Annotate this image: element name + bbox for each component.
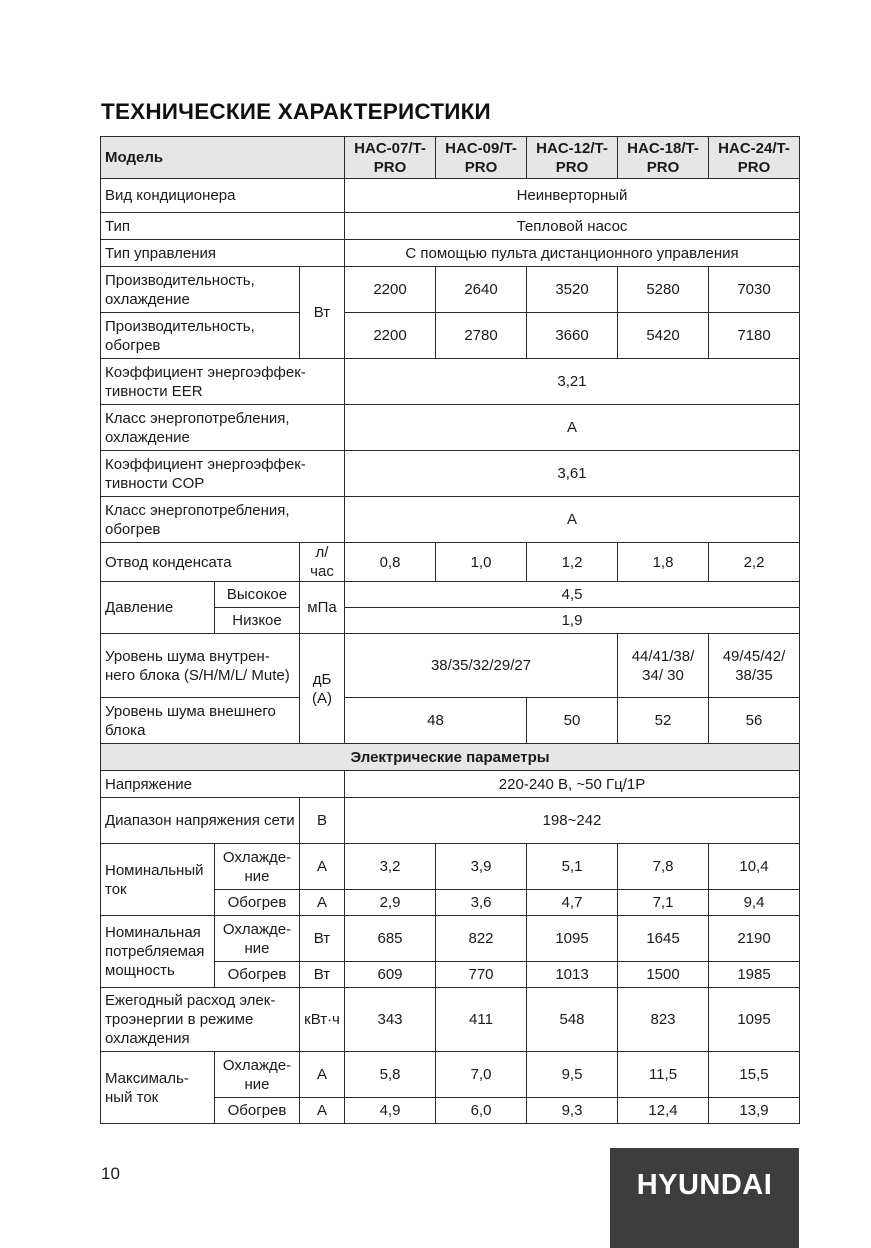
model-label: Модель [101,137,345,179]
value-cell: 1500 [618,962,709,988]
row-label: Производительность, охлаждение [101,267,300,313]
value-cell: 7,1 [618,890,709,916]
value-cell: 5,1 [527,844,618,890]
header-row [101,137,800,179]
value-cell: 56 [709,698,800,744]
unit-cell: В [300,798,345,844]
row-label: Класс энергопотребления, обогрев [101,497,345,543]
table-row [101,359,800,405]
value-cell: 822 [436,916,527,962]
value-cell: 3660 [527,313,618,359]
table-row [101,543,800,582]
value-cell: 2200 [345,313,436,359]
row-label: Напряжение [101,771,345,798]
table-row [101,798,800,844]
unit-cell: Вт [300,962,345,988]
row-label: Номинальный ток [101,844,215,916]
value-cell: 1,2 [527,543,618,582]
table-row [101,698,800,744]
table-row [101,213,800,240]
value-cell: 5,8 [345,1052,436,1098]
row-value: 220-240 В, ~50 Гц/1Р [345,771,800,798]
value-cell: 9,3 [527,1098,618,1124]
page-number: 10 [101,1164,120,1183]
value-cell: 13,9 [709,1098,800,1124]
table-row [101,988,800,1052]
row-value: 1,9 [345,608,800,634]
table-row [101,267,800,313]
value-cell: 10,4 [709,844,800,890]
value-cell: 2190 [709,916,800,962]
table-row [101,771,800,798]
row-value: Тепловой насос [345,213,800,240]
value-cell: 7180 [709,313,800,359]
value-cell: 1095 [709,988,800,1052]
value-cell: 1985 [709,962,800,988]
value-cell: 2640 [436,267,527,313]
row-label: Уровень шума внешнего блока [101,698,300,744]
unit-cell: А [300,1052,345,1098]
table-row [101,405,800,451]
table-row [101,497,800,543]
value-cell: 11,5 [618,1052,709,1098]
value-cell: 3,6 [436,890,527,916]
value-cell: 52 [618,698,709,744]
value-cell: 2,9 [345,890,436,916]
row-label: Класс энергопотребления, охлаждение [101,405,345,451]
value-cell: 7030 [709,267,800,313]
row-label: Производительность, обогрев [101,313,300,359]
value-cell: 3,2 [345,844,436,890]
row-value: Неинверторный [345,179,800,213]
value-cell: 4,7 [527,890,618,916]
value-cell: 5280 [618,267,709,313]
table-row [101,240,800,267]
page-title: ТЕХНИЧЕСКИЕ ХАРАКТЕРИСТИКИ [101,99,491,124]
value-cell: 2780 [436,313,527,359]
value-cell: 548 [527,988,618,1052]
model-09: HAC-09/T-PRO [436,137,527,179]
sub-label: Обогрев [215,890,300,916]
model-12: HAC-12/T-PRO [527,137,618,179]
row-label: Диапазон напряжения сети [101,798,300,844]
table-row [101,582,800,608]
row-label: Тип [101,213,345,240]
table-row [101,179,800,213]
value-cell: 411 [436,988,527,1052]
section-title: Электрические параметры [101,744,800,771]
sub-label: Обогрев [215,962,300,988]
value-cell: 1,8 [618,543,709,582]
row-value: A [345,405,800,451]
value-cell: 1,0 [436,543,527,582]
row-value: 198~242 [345,798,800,844]
value-cell: 3,9 [436,844,527,890]
value-cell: 4,9 [345,1098,436,1124]
value-cell: 9,5 [527,1052,618,1098]
row-label: Ежегодный расход элек- троэнергии в режиме охлаждения [101,988,300,1052]
sub-label: Низкое [215,608,300,634]
value-cell: 2200 [345,267,436,313]
unit-cell: Вт [300,267,345,359]
sub-label: Охлажде- ние [215,844,300,890]
model-18: HAC-18/T-PRO [618,137,709,179]
row-label: Вид кондиционера [101,179,345,213]
value-cell: 5420 [618,313,709,359]
row-label: Давление [101,582,215,634]
sub-label: Обогрев [215,1098,300,1124]
row-value: С помощью пульта дистанционного управления [345,240,800,267]
value-cell: 343 [345,988,436,1052]
value-cell: 2,2 [709,543,800,582]
table-row [101,451,800,497]
unit-cell: дБ (А) [300,634,345,744]
spec-table [100,136,800,1124]
value-cell: 685 [345,916,436,962]
model-24: HAC-24/T-PRO [709,137,800,179]
value-cell: 12,4 [618,1098,709,1124]
value-cell: 823 [618,988,709,1052]
value-cell: 1013 [527,962,618,988]
value-cell: 3520 [527,267,618,313]
table-row [101,313,800,359]
unit-cell: А [300,844,345,890]
row-label: Отвод конденсата [101,543,300,582]
value-cell: 44/41/38/ 34/ 30 [618,634,709,698]
value-cell: 1095 [527,916,618,962]
row-value: A [345,497,800,543]
unit-cell: А [300,890,345,916]
unit-cell: кВт·ч [300,988,345,1052]
table-row [101,844,800,890]
value-cell: 770 [436,962,527,988]
unit-cell: А [300,1098,345,1124]
row-label: Коэффициент энергоэффек- тивности COP [101,451,345,497]
value-cell: 609 [345,962,436,988]
row-label: Уровень шума внутрен- него блока (S/H/M/L/ Mute) [101,634,300,698]
row-value: 48 [345,698,527,744]
unit-cell: мПа [300,582,345,634]
value-cell: 7,8 [618,844,709,890]
row-label: Тип управления [101,240,345,267]
value-cell: 1645 [618,916,709,962]
table-row [101,1052,800,1098]
row-value: 4,5 [345,582,800,608]
sub-label: Охлажде- ние [215,916,300,962]
brand-logo: HYUNDAI [610,1148,799,1248]
row-label: Максималь- ный ток [101,1052,215,1124]
table-row [101,916,800,962]
value-cell: 49/45/42/ 38/35 [709,634,800,698]
sub-label: Охлажде- ние [215,1052,300,1098]
unit-cell: Вт [300,916,345,962]
table-row [101,634,800,698]
value-cell: 50 [527,698,618,744]
row-label: Номинальная потребляемая мощность [101,916,215,988]
value-cell: 7,0 [436,1052,527,1098]
row-value: 38/35/32/29/27 [345,634,618,698]
row-value: 3,21 [345,359,800,405]
value-cell: 9,4 [709,890,800,916]
unit-cell: л/час [300,543,345,582]
value-cell: 6,0 [436,1098,527,1124]
section-row [101,744,800,771]
row-value: 3,61 [345,451,800,497]
row-label: Коэффициент энергоэффек- тивности EER [101,359,345,405]
model-07: HAC-07/T-PRO [345,137,436,179]
value-cell: 15,5 [709,1052,800,1098]
sub-label: Высокое [215,582,300,608]
value-cell: 0,8 [345,543,436,582]
